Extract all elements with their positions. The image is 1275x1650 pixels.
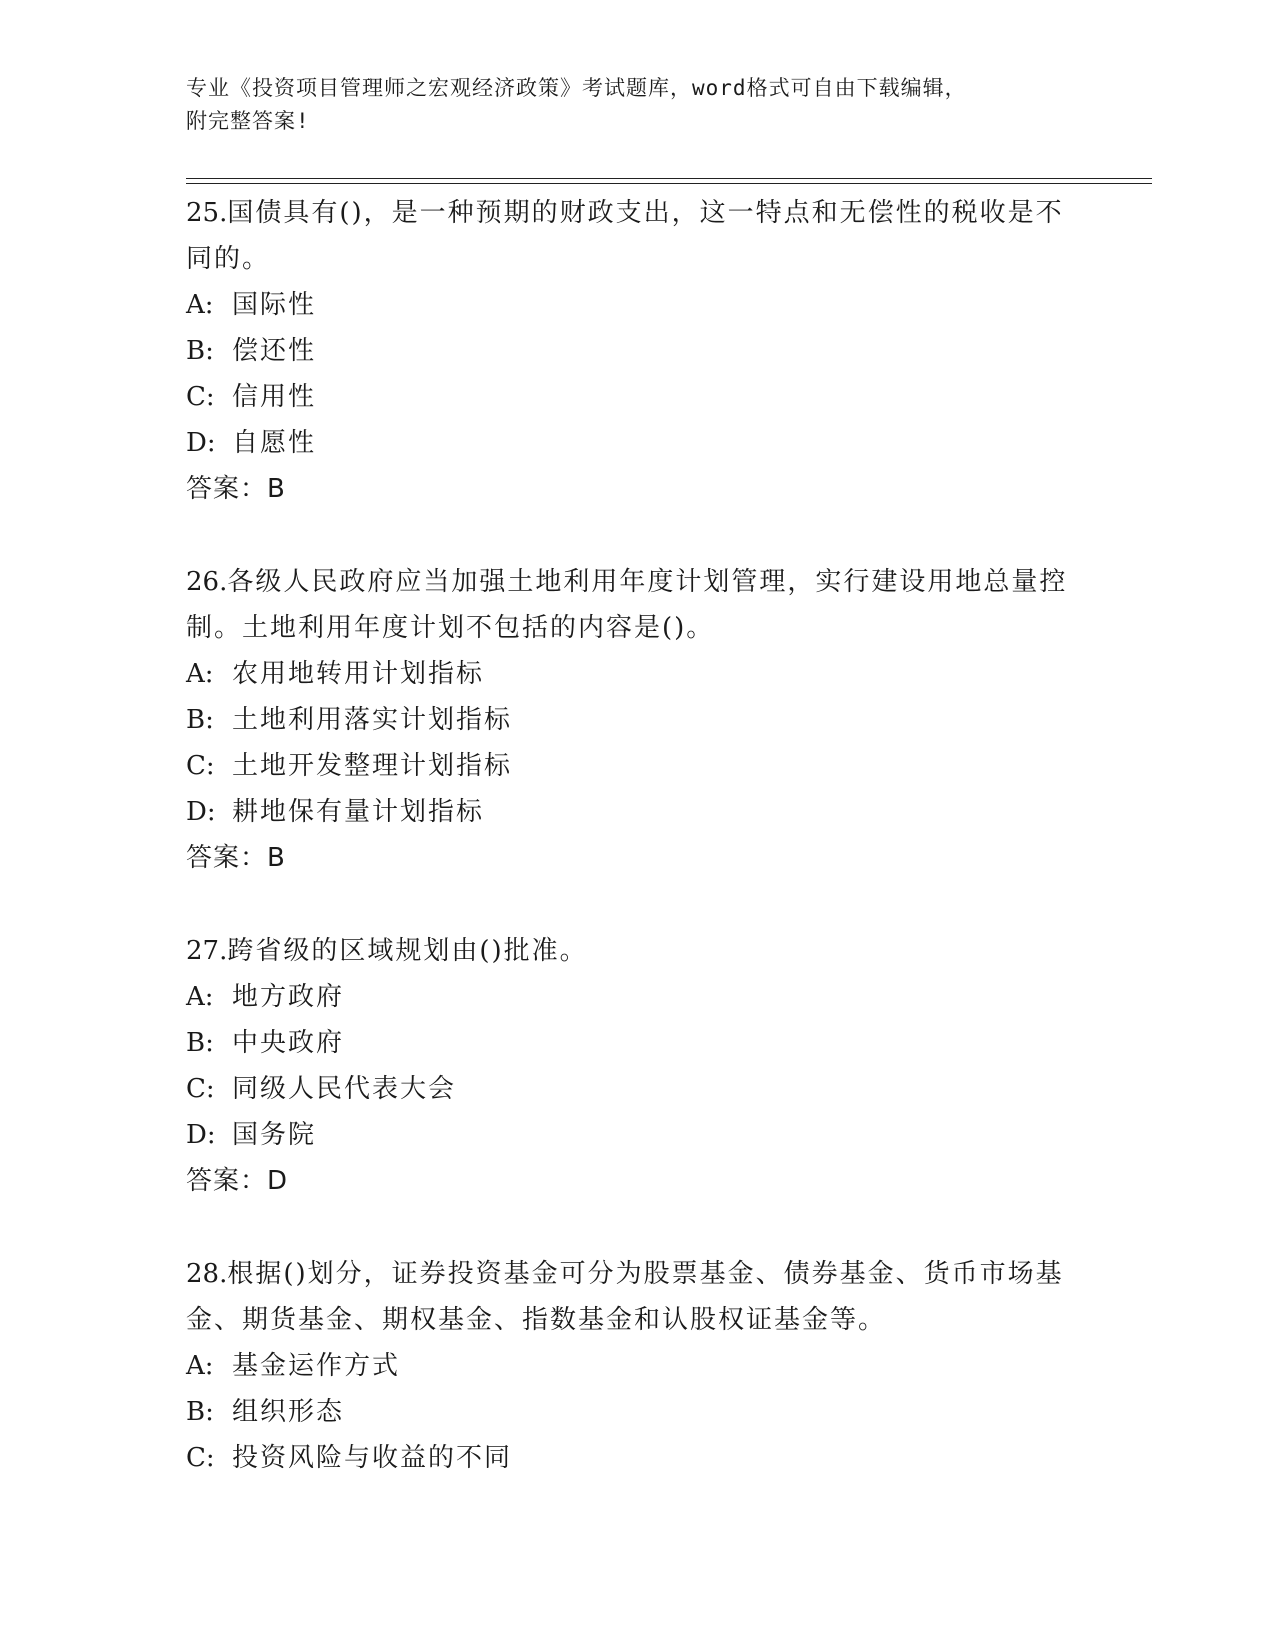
- question-stem: [186, 928, 1086, 974]
- header-line-1: 专业《投资项目管理师之宏观经济政策》考试题库，word格式可自由下载编辑，: [186, 76, 967, 100]
- option-letter: A:: [186, 290, 214, 320]
- option-letter: B:: [186, 336, 214, 366]
- question-26: [186, 559, 1086, 881]
- question-text: 根据()划分，证券投资基金可分为股票基金、债券基金、货币市场基金、期货基金、期权基金、指数基金和认股权证基金等。: [186, 1259, 1064, 1335]
- option-c: [186, 374, 1086, 420]
- option-letter: D:: [186, 428, 216, 458]
- option-text: 土地利用落实计划指标: [232, 705, 513, 735]
- option-text: 自愿性: [232, 428, 317, 458]
- option-c: [186, 1066, 1086, 1112]
- option-a: [186, 974, 1086, 1020]
- option-text: 农用地转用计划指标: [232, 659, 485, 689]
- option-c: [186, 743, 1086, 789]
- option-text: 土地开发整理计划指标: [232, 751, 513, 781]
- question-stem: [186, 559, 1086, 651]
- option-b: [186, 1020, 1086, 1066]
- question-text: 国债具有()，是一种预期的财政支出，这一特点和无偿性的税收是不同的。: [186, 198, 1064, 274]
- option-letter: C:: [186, 751, 215, 781]
- question-number: 25.: [186, 198, 228, 228]
- option-letter: B:: [186, 1028, 214, 1058]
- option-text: 国务院: [232, 1120, 317, 1150]
- option-text: 国际性: [232, 290, 317, 320]
- option-letter: A:: [186, 1351, 214, 1381]
- question-stem: [186, 190, 1086, 282]
- option-letter: C:: [186, 1443, 215, 1473]
- question-number: 26.: [186, 567, 228, 597]
- question-number: 28.: [186, 1259, 228, 1289]
- header-line-2: 附完整答案!: [186, 109, 310, 133]
- option-letter: B:: [186, 1397, 214, 1427]
- option-a: [186, 282, 1086, 328]
- option-letter: D:: [186, 797, 216, 827]
- question-number: 27.: [186, 936, 228, 966]
- option-text: 同级人民代表大会: [232, 1074, 457, 1104]
- option-letter: C:: [186, 1074, 215, 1104]
- option-text: 偿还性: [232, 336, 317, 366]
- question-text: 跨省级的区域规划由()批准。: [227, 936, 588, 966]
- option-text: 地方政府: [232, 982, 345, 1012]
- option-b: [186, 1389, 1086, 1435]
- option-text: 投资风险与收益的不同: [232, 1443, 513, 1473]
- question-28: [186, 1251, 1086, 1481]
- option-text: 信用性: [232, 382, 317, 412]
- option-text: 组织形态: [232, 1397, 345, 1427]
- option-b: [186, 328, 1086, 374]
- question-27: [186, 928, 1086, 1204]
- option-d: [186, 1112, 1086, 1158]
- option-letter: D:: [186, 1120, 216, 1150]
- header-divider-bottom: [186, 183, 1152, 184]
- option-d: [186, 420, 1086, 466]
- answer-line: 答案：D: [186, 1166, 289, 1196]
- option-text: 基金运作方式: [232, 1351, 401, 1381]
- answer-line: 答案：B: [186, 474, 286, 504]
- option-a: [186, 1343, 1086, 1389]
- answer-line: 答案：B: [186, 843, 286, 873]
- option-text: 耕地保有量计划指标: [232, 797, 485, 827]
- question-list: [186, 190, 1086, 1481]
- option-letter: C:: [186, 382, 215, 412]
- option-d: [186, 789, 1086, 835]
- document-header: [186, 72, 1066, 138]
- option-letter: A:: [186, 982, 214, 1012]
- option-c: [186, 1435, 1086, 1481]
- option-b: [186, 697, 1086, 743]
- option-text: 中央政府: [232, 1028, 345, 1058]
- option-a: [186, 651, 1086, 697]
- option-letter: B:: [186, 705, 214, 735]
- question-text: 各级人民政府应当加强土地利用年度计划管理，实行建设用地总量控制。土地利用年度计划不包括的内容是()。: [186, 567, 1068, 643]
- header-divider-top: [186, 178, 1152, 179]
- question-25: [186, 190, 1086, 512]
- option-letter: A:: [186, 659, 214, 689]
- question-stem: [186, 1251, 1086, 1343]
